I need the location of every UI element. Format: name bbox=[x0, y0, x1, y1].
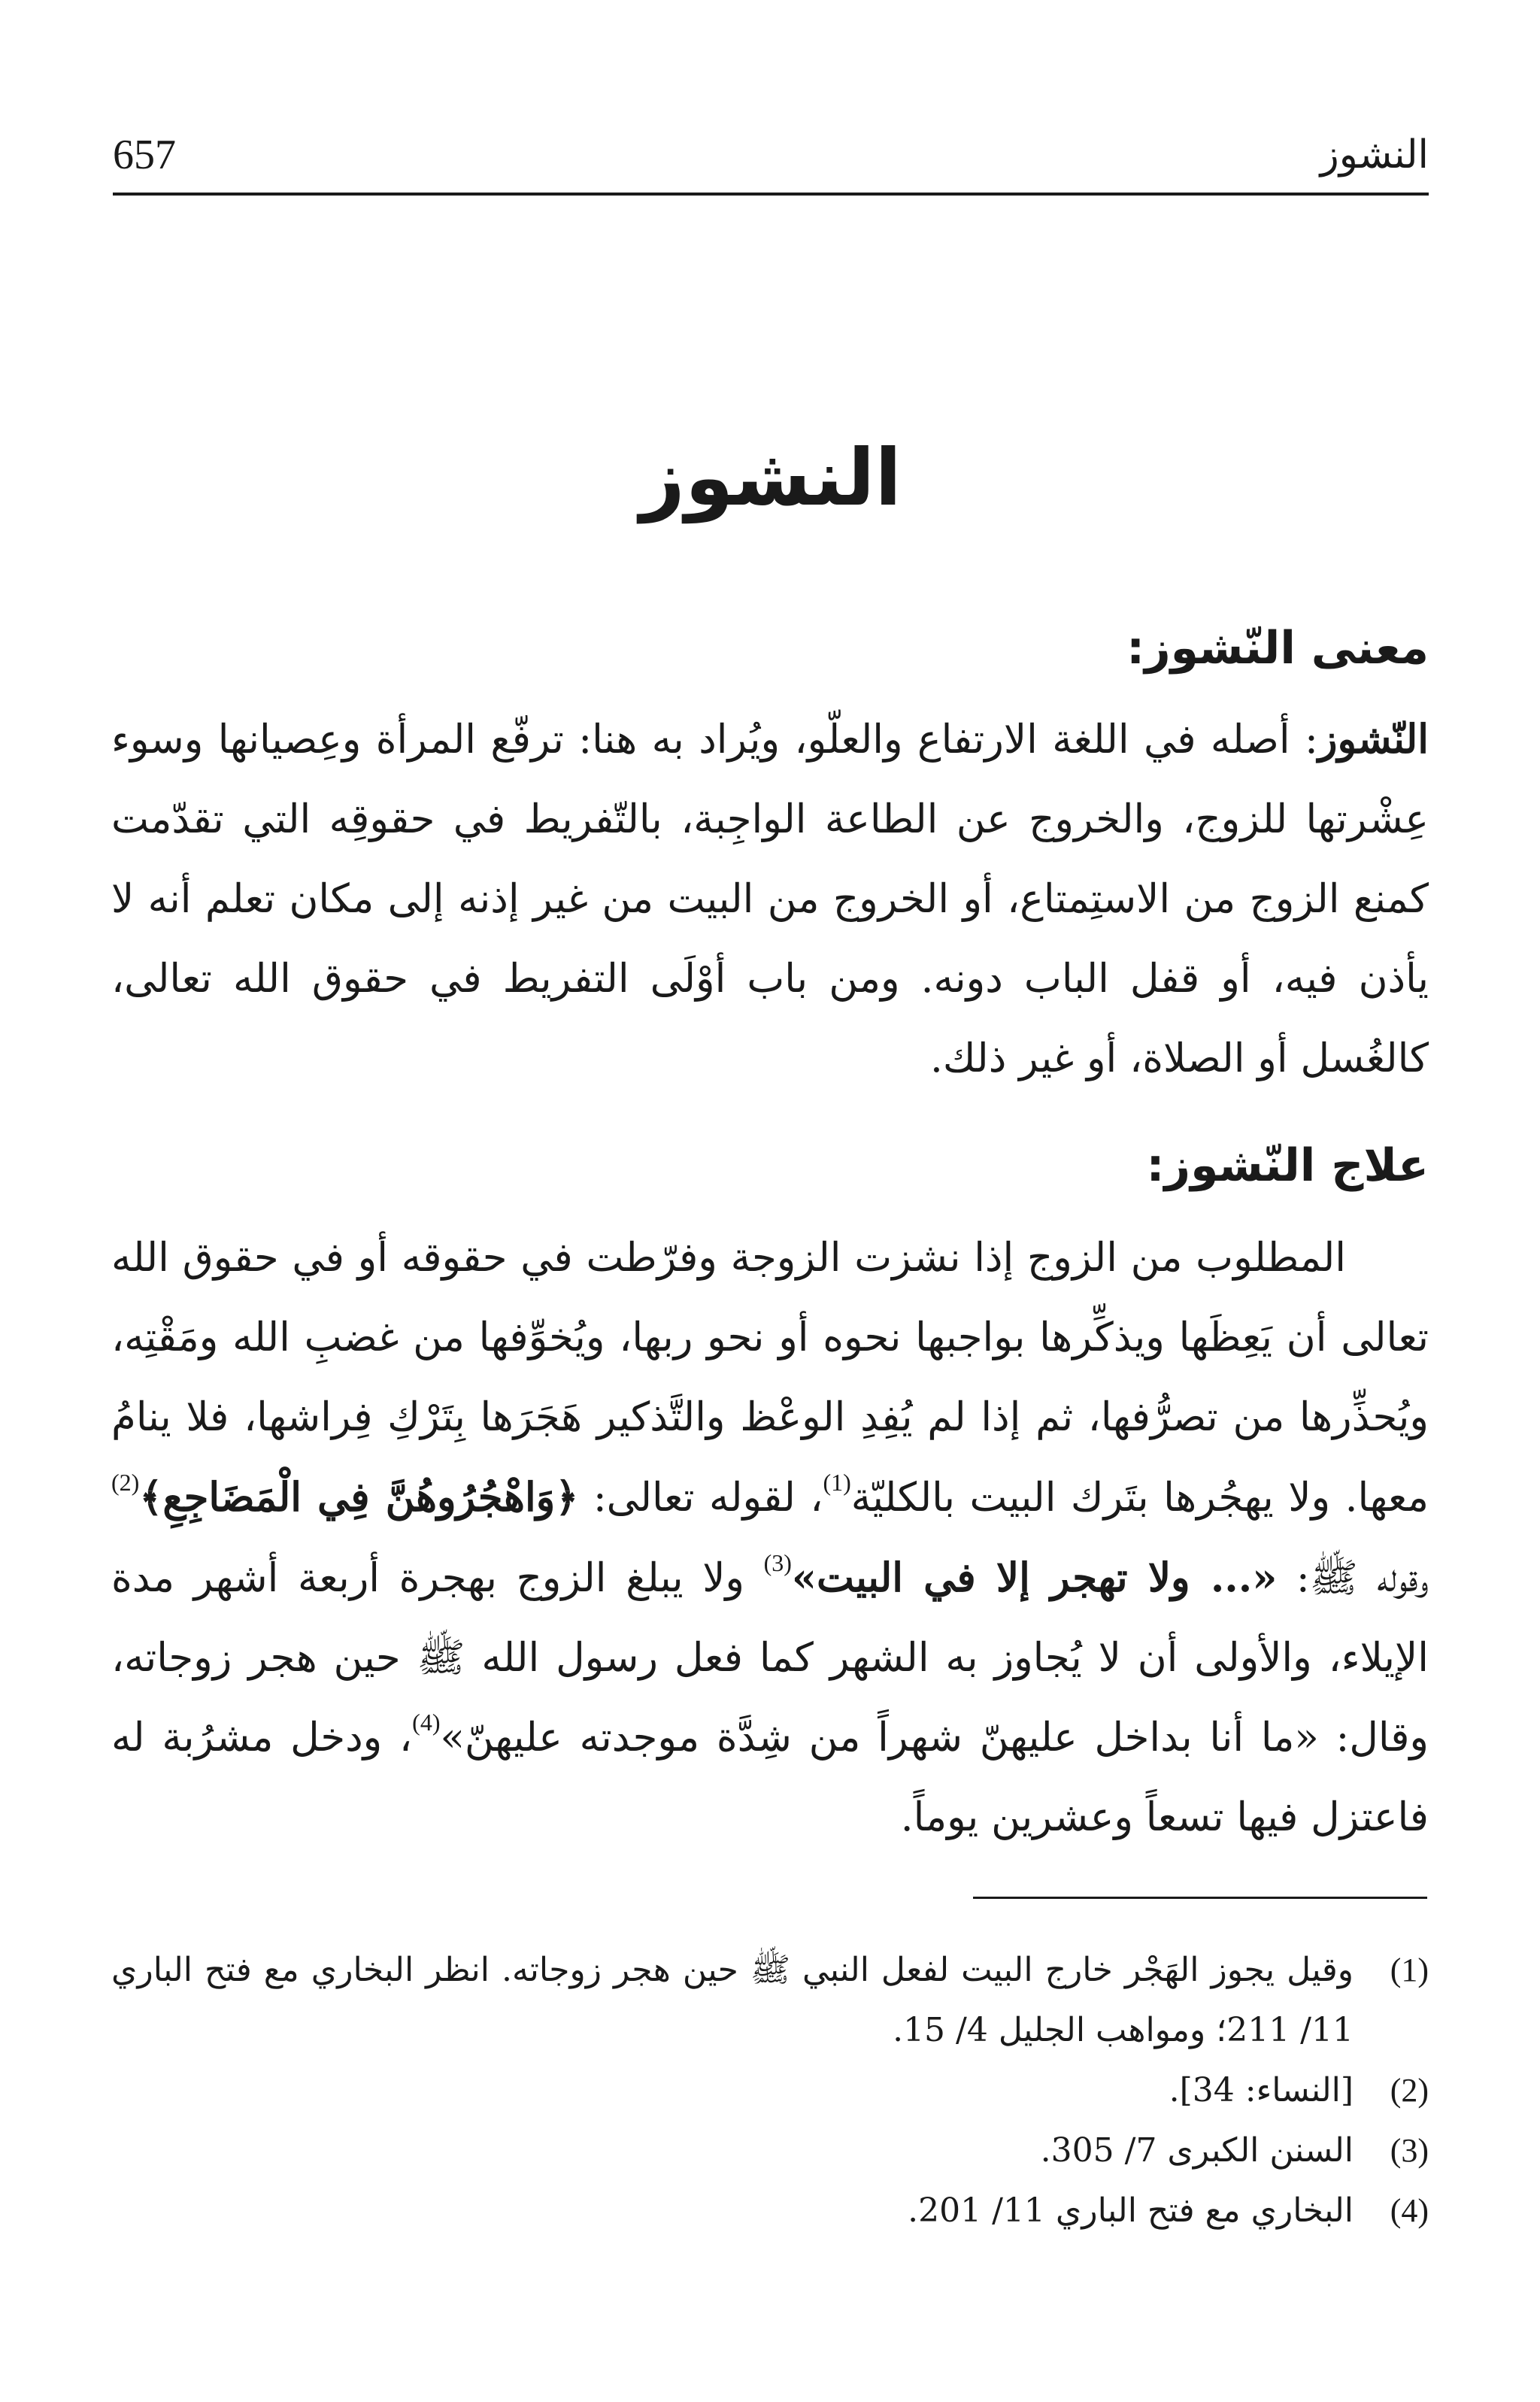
footnote-item bbox=[111, 2061, 1429, 2121]
paragraph-text: : أصله في اللغة الارتفاع والعلّو، ويُراد به هنا: ترفّع المرأة وعِصيانها وسوء عِشْرتها للزوج، والخروج عن الطاعة الواجِبة، بالتّفريط في حقوقِه التي تقدّمت كمنع الزوج من الاستِمتاع، أو الخروج من البيت من غير إذنه إلى مكان تعلم أنه لا يأذن فيه، أو قفل الباب دونه. ومن باب أوْلَى التفريط في حقوق الله تعالى، كالغُسل أو الصلاة، أو غير ذلك. bbox=[111, 717, 1429, 1081]
section-heading-treatment: علاج النّشوز: bbox=[1146, 1139, 1429, 1192]
paragraph-text-part2: ، لقوله تعالى: bbox=[578, 1475, 823, 1521]
footnote-number: (1) bbox=[1390, 1952, 1429, 1988]
quran-verse: ﴿وَاهْجُرُوهُنَّ فِي الْمَضَاجِعِ﴾ bbox=[139, 1474, 579, 1521]
header-rule bbox=[113, 193, 1429, 196]
hadith-quote: «... ولا تهجر إلا في البيت» bbox=[791, 1554, 1278, 1601]
footnote-text: البخاري مع فتح الباري 11/ 201. bbox=[908, 2191, 1354, 2230]
footnote-item bbox=[111, 1940, 1429, 2061]
footnote-number: (3) bbox=[1390, 2132, 1429, 2169]
footnote-item bbox=[111, 2121, 1429, 2181]
paragraph-treatment bbox=[111, 1218, 1429, 1858]
footnote-ref-2[interactable]: (2) bbox=[111, 1469, 140, 1497]
chapter-title: النشوز bbox=[639, 432, 902, 523]
footnote-number: (4) bbox=[1390, 2192, 1429, 2229]
footnote-ref-1[interactable]: (1) bbox=[823, 1469, 851, 1497]
paragraph-text-part4: ولا يبلغ الزوج بهجرة أربعة أشهر مدة الإيلاء، والأولى أن لا يُجاوز به الشهر كما فعل رسول الله ﷺ حين هجر زوجاته، وقال: «ما أنا بداخل عليهنّ شهراً من شِدَّة موجدته عليهنّ» bbox=[111, 1555, 1429, 1761]
footnote-text: [النساء: 34]. bbox=[1169, 2071, 1354, 2109]
footnote-text: السنن الكبرى 7/ 305. bbox=[1040, 2131, 1354, 2170]
footnote-rule bbox=[973, 1897, 1427, 1899]
paragraph-meaning bbox=[111, 699, 1429, 1099]
paragraph-text-part5: ، ودخل مشرُبة له فاعتزل فيها تسعاً وعشرين يوماً. bbox=[111, 1715, 1429, 1840]
footnotes bbox=[111, 1940, 1429, 2241]
footnote-item bbox=[111, 2181, 1429, 2241]
footnote-text: وقيل يجوز الهَجْر خارج البيت لفعل النبي ﷺ حين هجر زوجاته. انظر البخاري مع فتح الباري 11/ 211؛ ومواهب الجليل 4/ 15. bbox=[111, 1951, 1354, 2049]
defined-term: النّشوز bbox=[1317, 716, 1429, 763]
footnote-number: (2) bbox=[1390, 2072, 1429, 2109]
page-number: 657 bbox=[113, 132, 176, 178]
page-header bbox=[113, 120, 1429, 203]
paragraph-text-part3: وقوله ﷺ: bbox=[1277, 1555, 1429, 1601]
paragraph-text-part1: المطلوب من الزوج إذا نشزت الزوجة وفرّطت في حقوقه أو في حقوق الله تعالى أن يَعِظَها ويذكِّرها بواجبها نحوه أو نحو ربها، ويُخوِّفها من غضبِ الله ومَقْتِه، ويُحذِّرها من تصرُّفها، ثم إذا لم يُفِدِ الوعْظ والتَّذكير هَجَرَها بِتَرْكِ فِراشها، فلا ينامُ معها. ولا يهجُرها بتَرك البيت بالكليّة bbox=[111, 1235, 1429, 1521]
running-title: النشوز bbox=[1320, 132, 1429, 177]
footnote-ref-4[interactable]: (4) bbox=[412, 1709, 441, 1736]
footnote-ref-3[interactable]: (3) bbox=[763, 1549, 792, 1577]
section-heading-meaning: معنى النّشوز: bbox=[1126, 622, 1429, 675]
